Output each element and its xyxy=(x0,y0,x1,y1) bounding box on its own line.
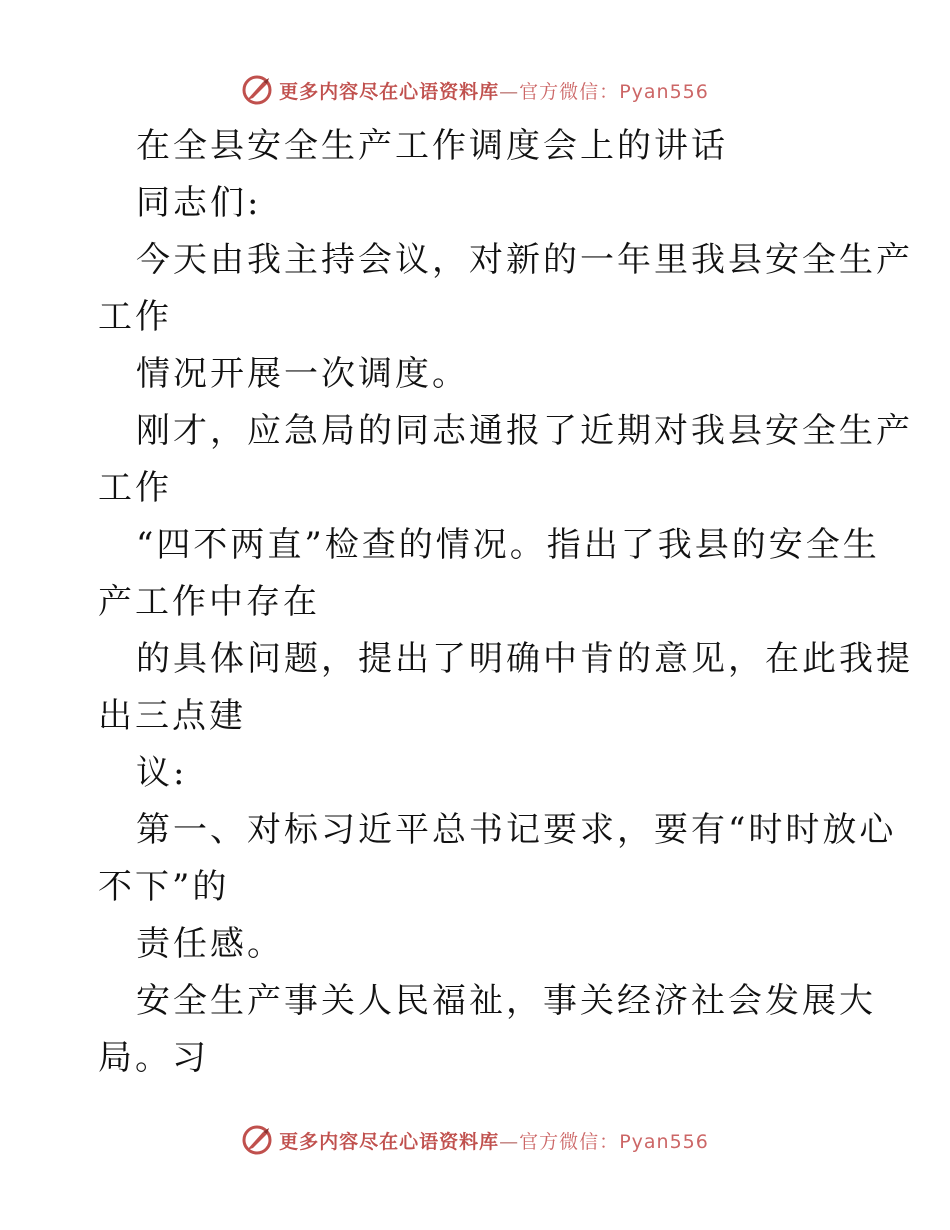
text-line: “四不两直”检查的情况。指出了我县的安全生 xyxy=(136,525,880,565)
text-line: 产工作中存在 xyxy=(98,582,320,622)
text-line: 局。习 xyxy=(98,1038,209,1078)
banner-text xyxy=(279,1127,709,1154)
banner-wechat-id: Pyan556 xyxy=(619,1130,709,1153)
footer-banner xyxy=(0,1120,950,1160)
document-body xyxy=(98,118,913,1087)
banner-brand: 更多内容尽在心语资料库 xyxy=(279,1130,500,1153)
text-line: 的具体问题，提出了明确中肯的意见，在此我提 xyxy=(136,639,913,679)
text-line: 议: xyxy=(136,753,188,793)
text-line: 第一、对标习近平总书记要求，要有“时时放心 xyxy=(136,810,897,850)
banner-wechat-label: 官方微信： xyxy=(519,80,620,103)
text-line: 不下”的 xyxy=(98,867,230,907)
text-line: 工作 xyxy=(98,468,172,508)
text-line: 安全生产事关人民福祉，事关经济社会发展大 xyxy=(136,981,876,1021)
banner-dash: — xyxy=(499,1130,520,1153)
text-line: 情况开展一次调度。 xyxy=(136,354,469,394)
banner-wechat-id: Pyan556 xyxy=(619,80,709,103)
banner-dash: — xyxy=(499,80,520,103)
banner-brand: 更多内容尽在心语资料库 xyxy=(279,80,500,103)
text-line: 今天由我主持会议，对新的一年里我县安全生产 xyxy=(136,240,913,280)
text-line: 工作 xyxy=(98,297,172,337)
text-line: 刚才，应急局的同志通报了近期对我县安全生产 xyxy=(136,411,913,451)
banner-wechat-label: 官方微信： xyxy=(519,1130,620,1153)
text-line: 责任感。 xyxy=(136,924,284,964)
text-line: 出三点建 xyxy=(98,696,246,736)
quill-logo-icon xyxy=(241,74,273,106)
header-banner xyxy=(0,70,950,110)
text-line: 在全县安全生产工作调度会上的讲话 xyxy=(136,126,728,166)
text-line: 同志们: xyxy=(136,183,262,223)
quill-logo-icon xyxy=(241,1124,273,1156)
banner-text xyxy=(279,77,709,104)
